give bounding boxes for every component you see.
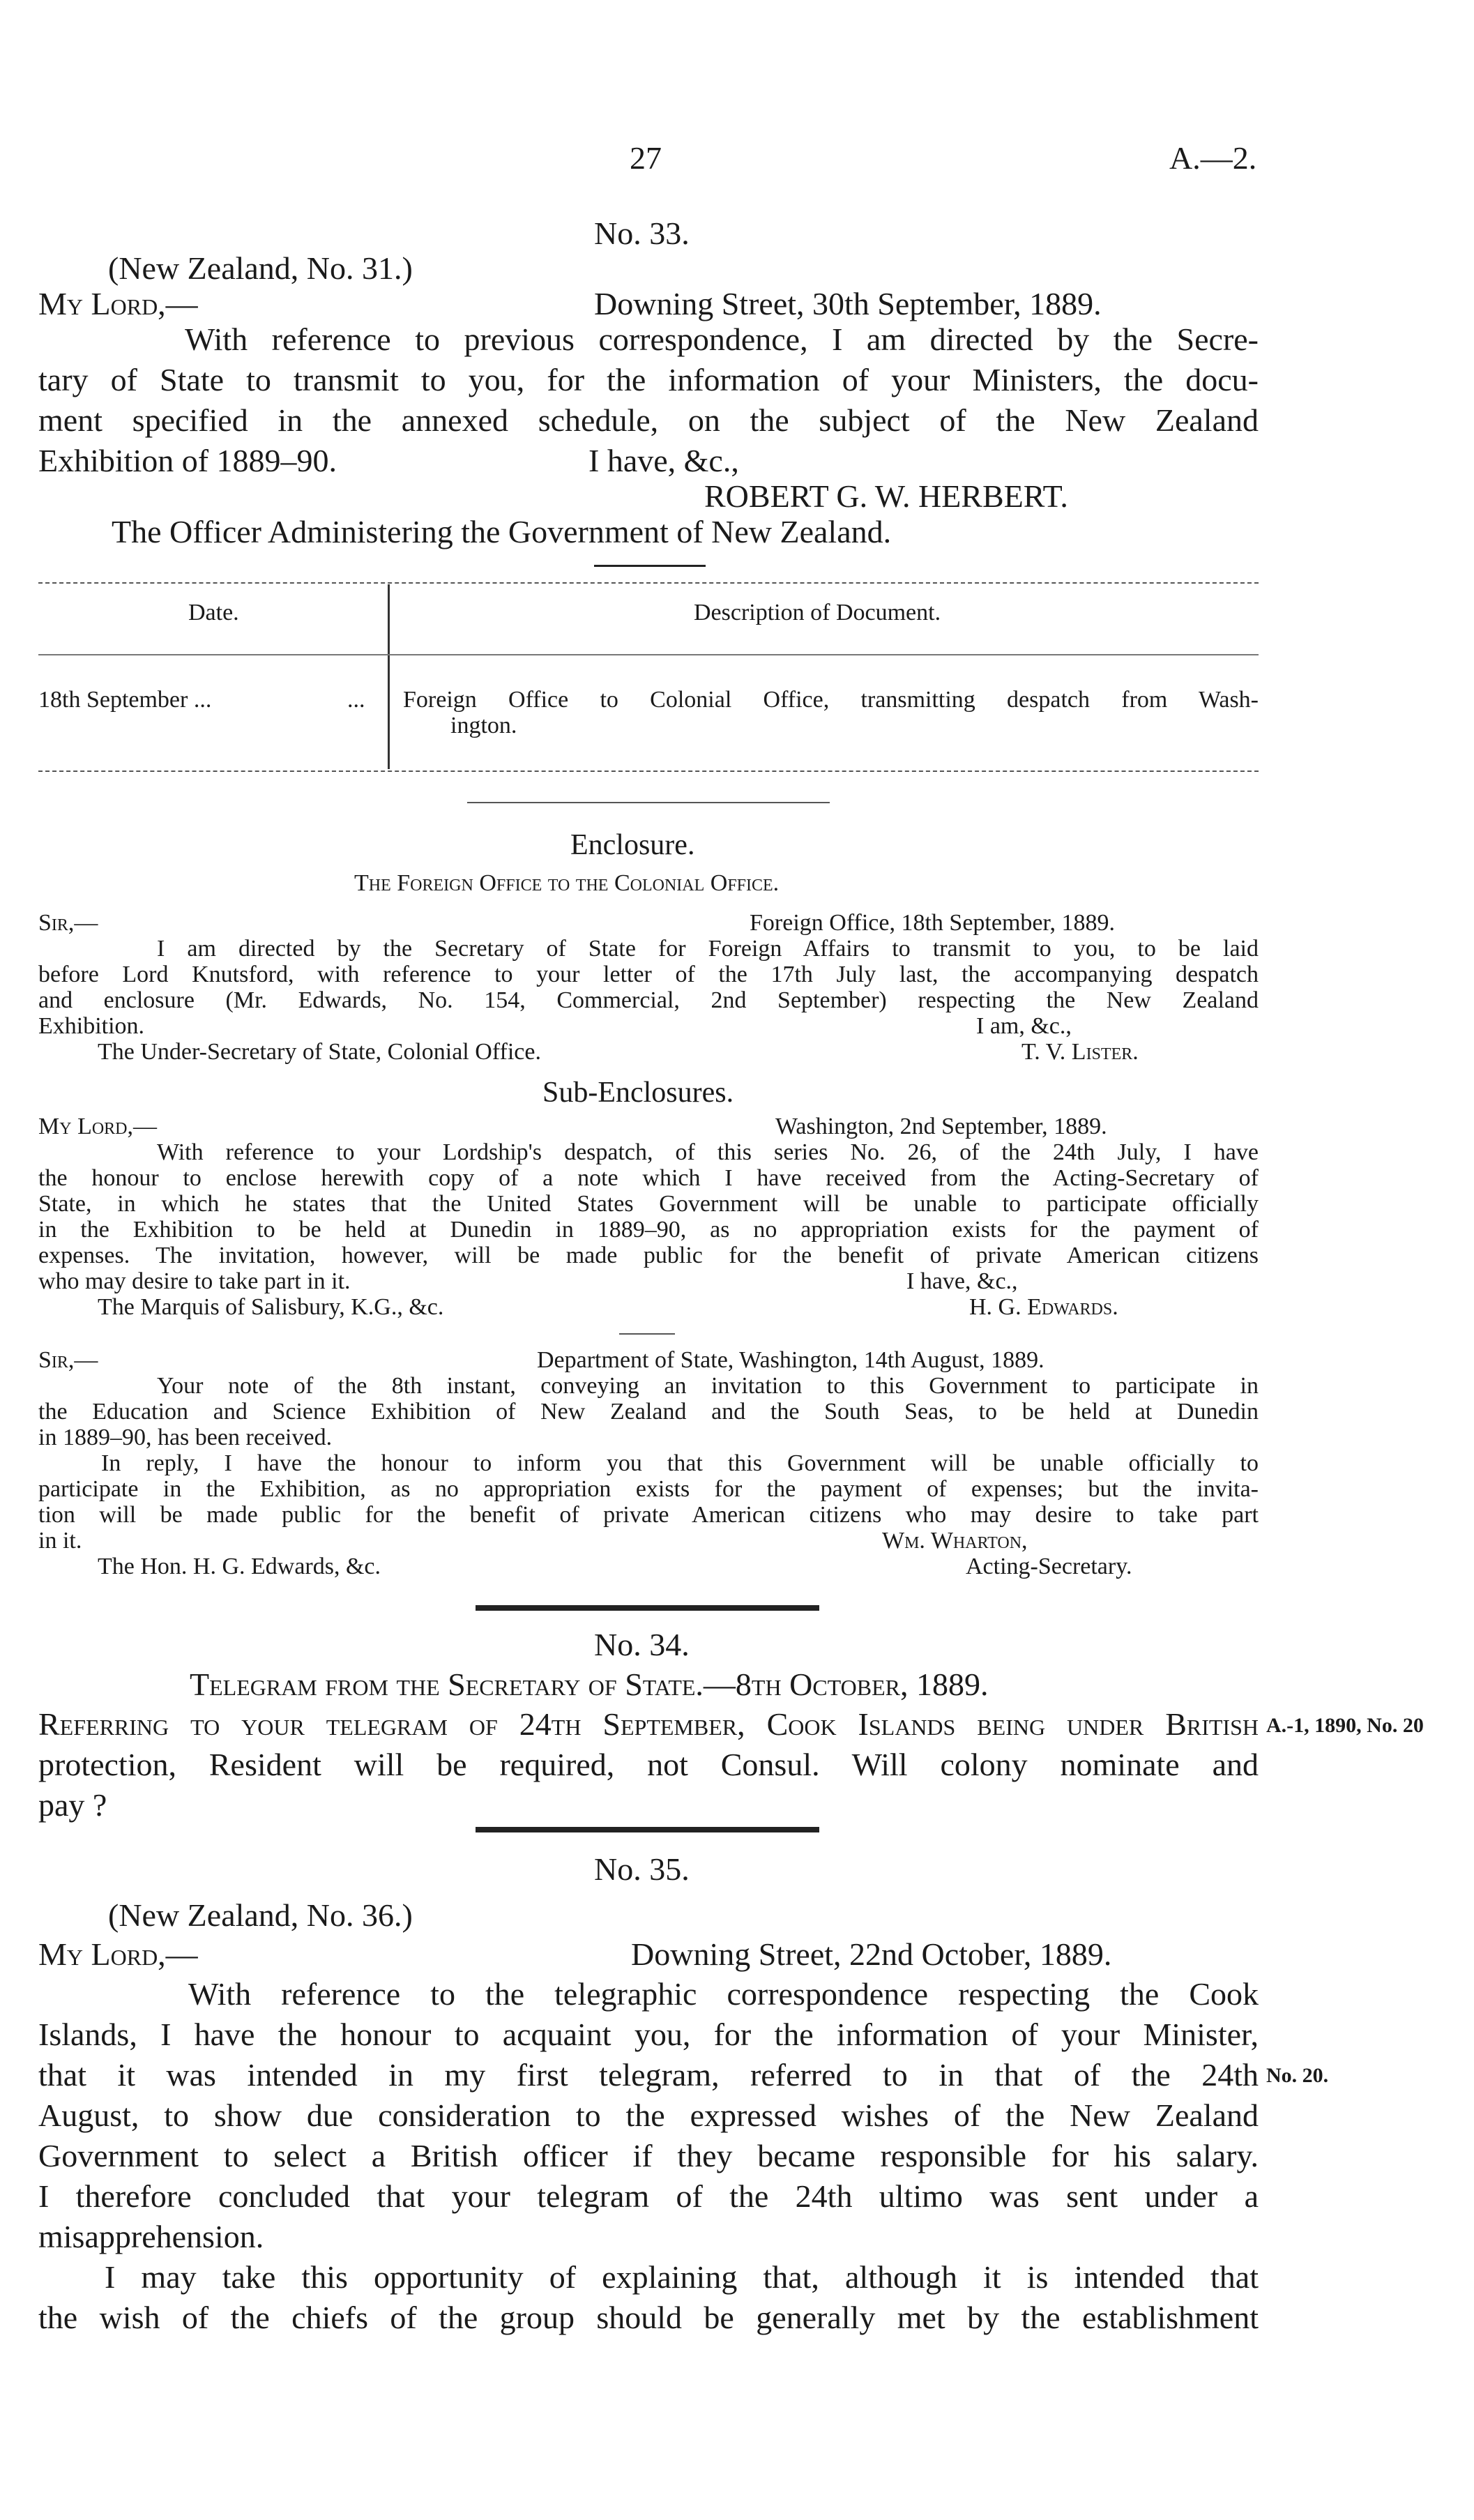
text-line: In reply, I have the honour to inform you that this Government will be unable officially to bbox=[101, 1450, 1259, 1476]
text-line: I therefore concluded that your telegram of the 24th ultimo was sent under a bbox=[38, 2178, 1259, 2214]
letter1-salutation: My Lord,— bbox=[38, 1114, 158, 1139]
page-number: 27 bbox=[630, 140, 662, 176]
letter2-signature-title: Acting-Secretary. bbox=[966, 1554, 1132, 1579]
text-line: Referring to your telegram of 24th September, Cook Islands being under British bbox=[38, 1706, 1259, 1742]
letter1-addressee: The Marquis of Salisbury, K.G., &c. bbox=[98, 1294, 444, 1320]
text-line: the wish of the chiefs of the group should be generally met by the establishment bbox=[38, 2300, 1259, 2335]
table-cell-description bbox=[403, 687, 1259, 738]
no35-salutation: My Lord,— bbox=[38, 1936, 198, 1972]
no35-body-2 bbox=[38, 2257, 1259, 2338]
letter2-addressee: The Hon. H. G. Edwards, &c. bbox=[98, 1554, 381, 1579]
letter1-body bbox=[38, 1139, 1259, 1268]
no35-last-line: misapprehension. bbox=[38, 2219, 264, 2254]
no33-body bbox=[38, 319, 1259, 441]
no35-number: No. 35. bbox=[594, 1851, 690, 1887]
text-line: protection, Resident will be required, not Consul. Will colony nominate and bbox=[38, 1747, 1259, 1782]
enclosure-signature: T. V. Lister. bbox=[1021, 1039, 1139, 1065]
no33-signature: ROBERT G. W. HERBERT. bbox=[704, 478, 1068, 514]
enclosure-title: Enclosure. bbox=[570, 829, 695, 861]
text-line: expenses. The invitation, however, will be made public for the benefit of private American citizens bbox=[38, 1243, 1259, 1268]
text-line: in the Exhibition to be held at Dunedin in 1889–90, as no appropriation exists for the payment of bbox=[38, 1217, 1259, 1243]
letter2-last-b: in it. bbox=[38, 1528, 82, 1554]
table-cell-leader: ... bbox=[347, 687, 365, 713]
letter2-body-a bbox=[38, 1373, 1259, 1425]
table-header-description: Description of Document. bbox=[694, 600, 941, 625]
separator-rule bbox=[594, 565, 706, 567]
section-divider bbox=[476, 1605, 819, 1611]
text-line: ington. bbox=[450, 713, 517, 738]
letter2-body-b bbox=[38, 1450, 1259, 1528]
letter2-salutation: Sir,— bbox=[38, 1347, 98, 1373]
text-line: Government to select a British officer if they became responsible for his salary. bbox=[38, 2138, 1259, 2173]
enclosure-body bbox=[38, 936, 1259, 1013]
table-bottom-border bbox=[38, 771, 1259, 772]
no35-place-date: Downing Street, 22nd October, 1889. bbox=[631, 1936, 1112, 1972]
enclosure-place-date: Foreign Office, 18th September, 1889. bbox=[750, 910, 1115, 936]
no33-number: No. 33. bbox=[594, 215, 690, 251]
text-line: that it was intended in my first telegram, referred to in that of the 24th bbox=[38, 2057, 1259, 2093]
text-line: the honour to enclose herewith copy of a note which I have received from the Acting-Secretary of bbox=[38, 1165, 1259, 1191]
table-top-border bbox=[38, 582, 1259, 584]
letter2-signature: Wm. Wharton, bbox=[882, 1528, 1028, 1554]
no33-addressee: The Officer Administering the Government of New Zealand. bbox=[112, 514, 892, 549]
table-header-rule bbox=[38, 654, 1259, 655]
no35-margin-reference: No. 20. bbox=[1266, 2064, 1329, 2087]
no33-last-line: Exhibition of 1889–90. bbox=[38, 443, 337, 478]
text-line: the Education and Science Exhibition of New Zealand and the South Seas, to be held at Dunedin bbox=[38, 1399, 1259, 1425]
letter1-closing: I have, &c., bbox=[906, 1268, 1018, 1294]
no34-number: No. 34. bbox=[594, 1627, 690, 1662]
section-divider bbox=[476, 1827, 819, 1832]
separator-rule bbox=[619, 1333, 675, 1335]
letter2-last-a: in 1889–90, has been received. bbox=[38, 1425, 333, 1450]
table-cell-date: 18th September ... bbox=[38, 687, 212, 713]
document-reference: A.—2. bbox=[1169, 140, 1257, 176]
no33-closing: I have, &c., bbox=[588, 443, 739, 478]
no34-body bbox=[38, 1704, 1259, 1785]
no35-body bbox=[38, 1974, 1259, 2217]
text-line bbox=[38, 1704, 1259, 1745]
text-line: Islands, I have the honour to acquaint you, for the information of your Minister, bbox=[38, 2017, 1259, 2052]
no33-place-date: Downing Street, 30th September, 1889. bbox=[594, 286, 1102, 321]
text-line: I may take this opportunity of explaining that, although it is intended that bbox=[105, 2259, 1259, 2295]
text-line: Your note of the 8th instant, conveying an invitation to this Government to participate in bbox=[157, 1373, 1259, 1399]
text-line: tion will be made public for the benefit of private American citizens who may desire to take part bbox=[38, 1502, 1259, 1528]
no33-series: (New Zealand, No. 31.) bbox=[108, 250, 413, 286]
no35-series: (New Zealand, No. 36.) bbox=[108, 1897, 413, 1933]
table-header-date: Date. bbox=[188, 600, 239, 625]
text-line: With reference to the telegraphic correspondence respecting the Cook bbox=[188, 1976, 1259, 2012]
text-line: tary of State to transmit to you, for the information of your Ministers, the docu- bbox=[38, 362, 1259, 397]
no34-last-line: pay ? bbox=[38, 1787, 107, 1823]
enclosure-closing: I am, &c., bbox=[976, 1013, 1072, 1039]
text-line: August, to show due consideration to the expressed wishes of the New Zealand bbox=[38, 2097, 1259, 2133]
letter2-place-date: Department of State, Washington, 14th August, 1889. bbox=[537, 1347, 1044, 1373]
text-line: participate in the Exhibition, as no appropriation exists for the payment of expenses; but the invita- bbox=[38, 1476, 1259, 1502]
enclosure-salutation: Sir,— bbox=[38, 910, 98, 936]
text-line: State, in which he states that the United States Government will be unable to participate officially bbox=[38, 1191, 1259, 1217]
text-line: before Lord Knutsford, with reference to your letter of the 17th July last, the accompanying despatch bbox=[38, 962, 1259, 987]
no33-salutation: My Lord,— bbox=[38, 286, 198, 321]
enclosure-addressee: The Under-Secretary of State, Colonial Office. bbox=[98, 1039, 541, 1065]
table-column-divider bbox=[388, 584, 390, 769]
sub-enclosures-title: Sub-Enclosures. bbox=[542, 1077, 734, 1109]
enclosure-from-to: The Foreign Office to the Colonial Office. bbox=[354, 870, 780, 896]
enclosure-last-line: Exhibition. bbox=[38, 1013, 145, 1039]
text-line: Foreign Office to Colonial Office, transmitting despatch from Wash- bbox=[403, 687, 1259, 713]
text-line: ment specified in the annexed schedule, on the subject of the New Zealand bbox=[38, 402, 1259, 438]
letter1-last-line: who may desire to take part in it. bbox=[38, 1268, 351, 1294]
no34-title: Telegram from the Secretary of State.—8th October, 1889. bbox=[190, 1667, 989, 1702]
letter1-signature: H. G. Edwards. bbox=[969, 1294, 1118, 1320]
letter1-place-date: Washington, 2nd September, 1889. bbox=[775, 1114, 1107, 1139]
text-line: With reference to your Lordship's despatch, of this series No. 26, of the 24th July, I have bbox=[157, 1139, 1259, 1165]
separator-rule bbox=[467, 802, 830, 803]
text-line: and enclosure (Mr. Edwards, No. 154, Commercial, 2nd September) respecting the New Zealand bbox=[38, 987, 1259, 1013]
no34-margin-reference: A.-1, 1890, No. 20 bbox=[1266, 1714, 1424, 1737]
text-line: I am directed by the Secretary of State for Foreign Affairs to transmit to you, to be laid bbox=[157, 936, 1259, 962]
text-line: With reference to previous correspondence, I am directed by the Secre- bbox=[185, 321, 1259, 357]
